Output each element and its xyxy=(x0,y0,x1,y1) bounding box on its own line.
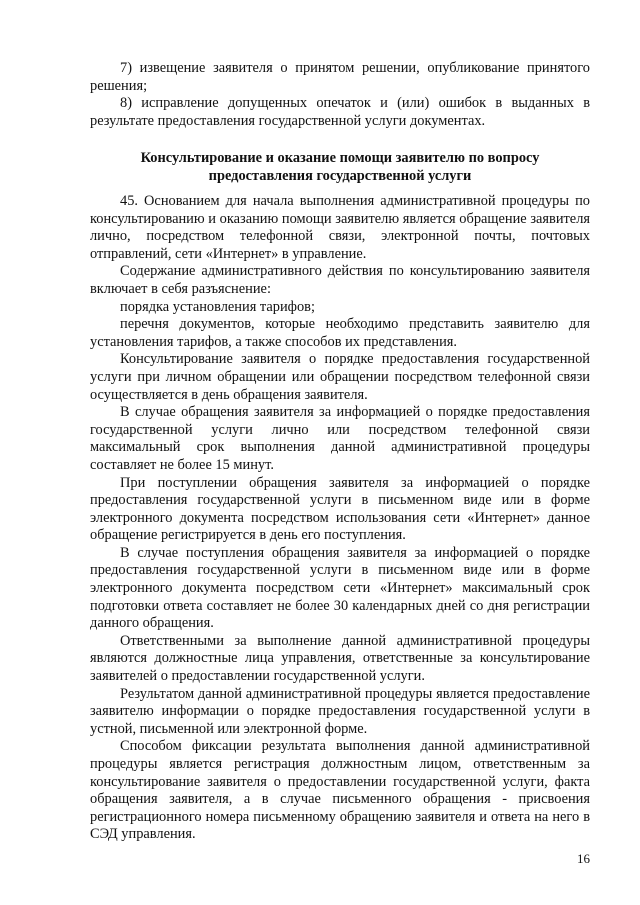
body-paragraph: Содержание административного действия по консультированию заявителя включает в себя разъяснение: xyxy=(90,263,590,297)
list-item: 7) извещение заявителя о принятом решении, опубликование принятого решения; xyxy=(90,60,590,94)
body-paragraph: В случае поступления обращения заявителя за информацией о порядке предоставления государственной услуги в письменном виде или в форме электронного документа посредством сети «Интернет» максимальный срок подготовки ответа составляет не более 30 календарных дней со дня регистрации данного обращения. xyxy=(90,544,590,632)
body-paragraph: Способом фиксации результата выполнения данной административной процедуры является регистрация должностным лицом, ответственным за консультирование заявителя о предоставлении государственной услуги, факта обращения заявителя, а в случае письменного обращения - присвоения регистрационного номера письменному обращению заявителя и ответа на него в СЭД управления. xyxy=(90,738,590,843)
section-heading-line: Консультирование и оказание помощи заявителю по вопросу xyxy=(140,150,540,166)
section-heading xyxy=(90,150,590,185)
body-paragraph: При поступлении обращения заявителя за информацией о порядке предоставления государственной услуги в письменном виде или в форме электронного документа посредством использования сети «Интернет» данное обращение регистрируется в день его поступления. xyxy=(90,474,590,544)
body-paragraph: 45. Основанием для начала выполнения административной процедуры по консультированию и оказанию помощи заявителю является обращение заявителя лично, посредством телефонной связи, электронной почты, почтовых отправлений, сети «Интернет» в управление. xyxy=(90,193,590,262)
body-paragraph: порядка установления тарифов; xyxy=(120,298,315,315)
section-body xyxy=(90,193,590,844)
body-paragraph: Ответственными за выполнение данной административной процедуры являются должностные лица управления, ответственные за консультирование заявителей о предоставлении государственной услуги. xyxy=(90,632,590,685)
page-number: 16 xyxy=(577,851,590,866)
list-item: 8) исправление допущенных опечаток и (или) ошибок в выданных в результате предоставления государственной услуги документах. xyxy=(90,95,590,129)
body-paragraph: Результатом данной административной процедуры является предоставление заявителю информации о порядке предоставления государственной услуги в устной, письменной или электронной форме. xyxy=(90,685,590,737)
body-paragraph: Консультирование заявителя о порядке предоставления государственной услуги при личном обращении или обращении посредством телефонной связи осуществляется в день обращения заявителя. xyxy=(90,351,590,403)
section-heading-line: предоставления государственной услуги xyxy=(208,167,472,184)
body-paragraph: перечня документов, которые необходимо представить заявителю для установления тарифов, а также способов их представления. xyxy=(90,316,590,350)
body-paragraph: В случае обращения заявителя за информацией о порядке предоставления государственной услуги лично или посредством телефонной связи максимальный срок выполнения данной административной процедуры составляет не более 15 минут. xyxy=(90,404,590,473)
intro-list xyxy=(90,60,590,130)
